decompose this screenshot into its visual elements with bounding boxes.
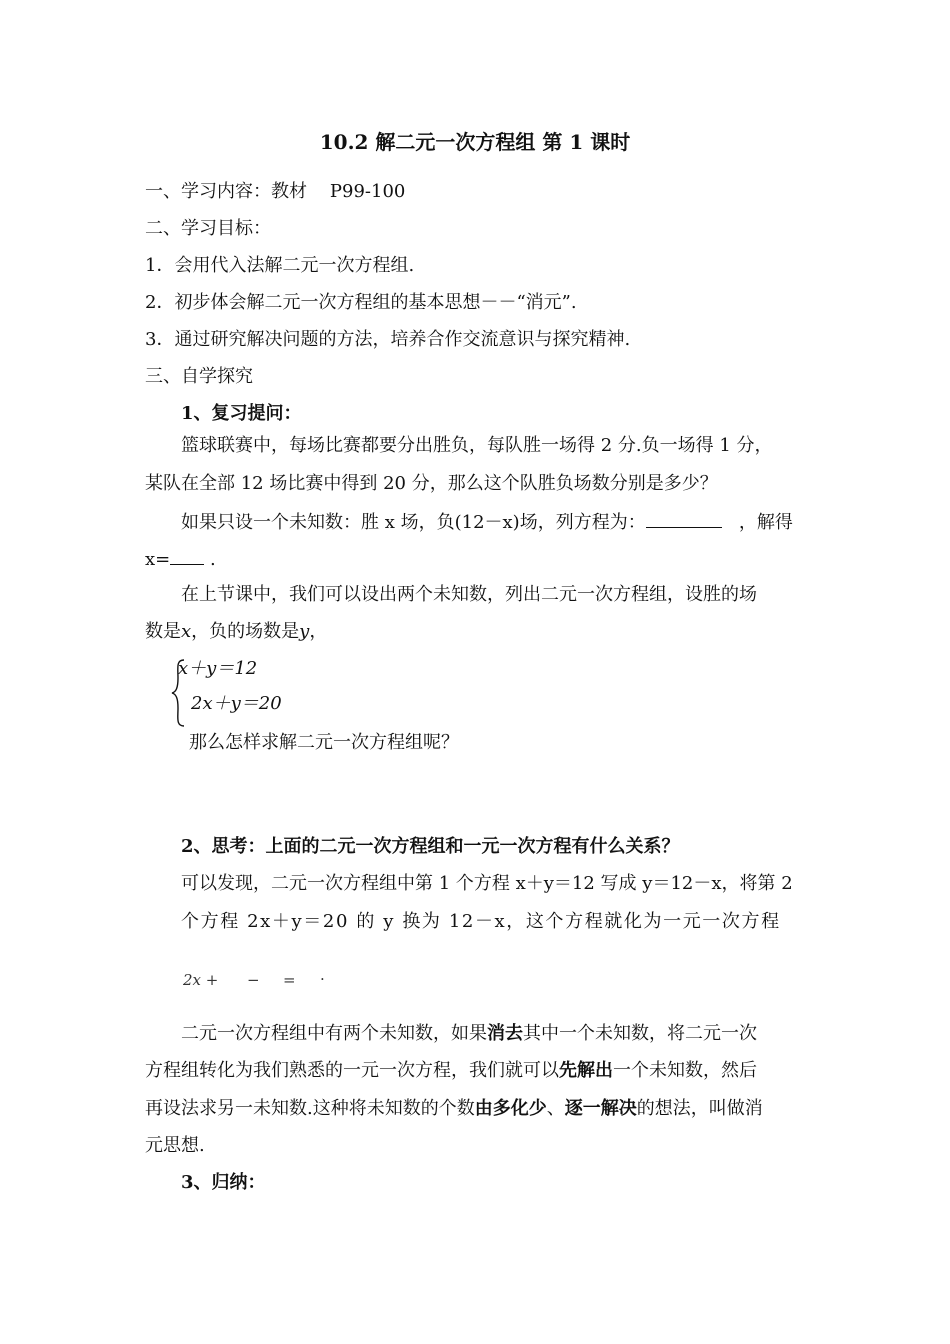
review-x-end: . xyxy=(209,549,216,570)
formula-part-a: 2x + xyxy=(183,971,219,989)
review-x-label: x= xyxy=(145,549,171,570)
idea-l3-bold-1: 由多化少 xyxy=(474,1098,547,1119)
idea-l3-bold-2: 逐一解决 xyxy=(564,1098,637,1119)
equation-system xyxy=(170,658,310,728)
x-answer-blank[interactable] xyxy=(170,546,204,565)
idea-l2-c: 一个未知数，然后 xyxy=(613,1060,757,1081)
equation-2: 2x＋y＝20 xyxy=(191,693,282,714)
review-line2-mid: ，负的场数是 xyxy=(191,621,300,642)
review-paragraph-line-1: 篮球联赛中，每场比赛都要分出胜负，每队胜一场得 2 分.负一场得 1 分， xyxy=(181,435,773,456)
idea-line-1 xyxy=(181,1022,757,1046)
review-solve-text: ，解得 xyxy=(738,512,793,533)
variable-x: x xyxy=(181,621,192,642)
idea-line-4: 元思想. xyxy=(145,1135,205,1156)
review-two-unknowns-line-2 xyxy=(145,620,327,644)
equation-1: x＋y＝12 xyxy=(178,658,258,679)
idea-line-2 xyxy=(145,1059,757,1083)
idea-l2-a: 方程组转化为我们熟悉的一元一次方程，我们就可以 xyxy=(145,1060,559,1081)
review-heading: 1、复习提问： xyxy=(181,403,302,424)
formula-period: . xyxy=(320,966,325,984)
idea-l3-a: 再设法求另一未知数.这种将未知数的个数 xyxy=(145,1098,475,1119)
goal-item-2: 2．初步体会解二元一次方程组的基本思想－－“消元”. xyxy=(145,292,577,313)
section-goals-heading: 二、学习目标： xyxy=(145,218,271,239)
summary-heading: 3、归纳： xyxy=(181,1172,266,1193)
idea-line-3 xyxy=(145,1097,763,1121)
idea-l3-e: 的想法，叫做消 xyxy=(636,1098,763,1119)
review-one-unknown-line xyxy=(181,509,793,535)
review-paragraph-line-2: 某队在全部 12 场比赛中得到 20 分，那么这个队胜负场数分别是多少？ xyxy=(145,473,718,494)
variable-y: y xyxy=(299,621,310,642)
review-one-unknown-text: 如果只设一个未知数：胜 x 场，负(12－x)场，列方程为： xyxy=(181,512,646,533)
formula-minus: − xyxy=(247,971,260,989)
idea-l3-sep: 、 xyxy=(546,1098,565,1119)
section-content xyxy=(145,180,405,204)
section-explore-heading: 三、自学探究 xyxy=(145,366,253,387)
idea-l1-bold: 消去 xyxy=(487,1023,523,1044)
review-x-line xyxy=(145,546,216,572)
think-heading: 2、思考：上面的二元一次方程组和一元一次方程有什么关系？ xyxy=(181,836,680,857)
formula-equals: = xyxy=(283,971,296,989)
review-two-unknowns-line-1: 在上节课中，我们可以设出两个未知数，列出二元一次方程组，设胜的场 xyxy=(181,584,757,605)
section-content-label: 一、学习内容：教材 xyxy=(145,181,307,202)
review-line2-pre: 数是 xyxy=(145,621,181,642)
goal-item-3: 3．通过研究解决问题的方法，培养合作交流意识与探究精神. xyxy=(145,329,631,350)
review-question: 那么怎样求解二元一次方程组呢？ xyxy=(189,732,459,753)
section-content-ref: P99-100 xyxy=(329,181,406,202)
think-line-2: 个方程 2x＋y＝20 的 y 换为 12－x，这个方程就化为一元一次方程 xyxy=(181,911,781,932)
review-line2-end: ， xyxy=(309,621,328,642)
page-title: 10.2 解二元一次方程组 第 1 课时 xyxy=(319,130,631,154)
idea-l1-a: 二元一次方程组中有两个未知数，如果 xyxy=(181,1023,487,1044)
idea-l1-c: 其中一个未知数，将二元一次 xyxy=(523,1023,757,1044)
goal-item-1: 1．会用代入法解二元一次方程组. xyxy=(145,255,415,276)
think-line-1: 可以发现，二元一次方程组中第 1 个方程 x＋y＝12 写成 y＝12－x，将第 2 xyxy=(181,873,793,894)
idea-l2-bold: 先解出 xyxy=(559,1060,613,1081)
equation-blank[interactable] xyxy=(646,509,722,528)
